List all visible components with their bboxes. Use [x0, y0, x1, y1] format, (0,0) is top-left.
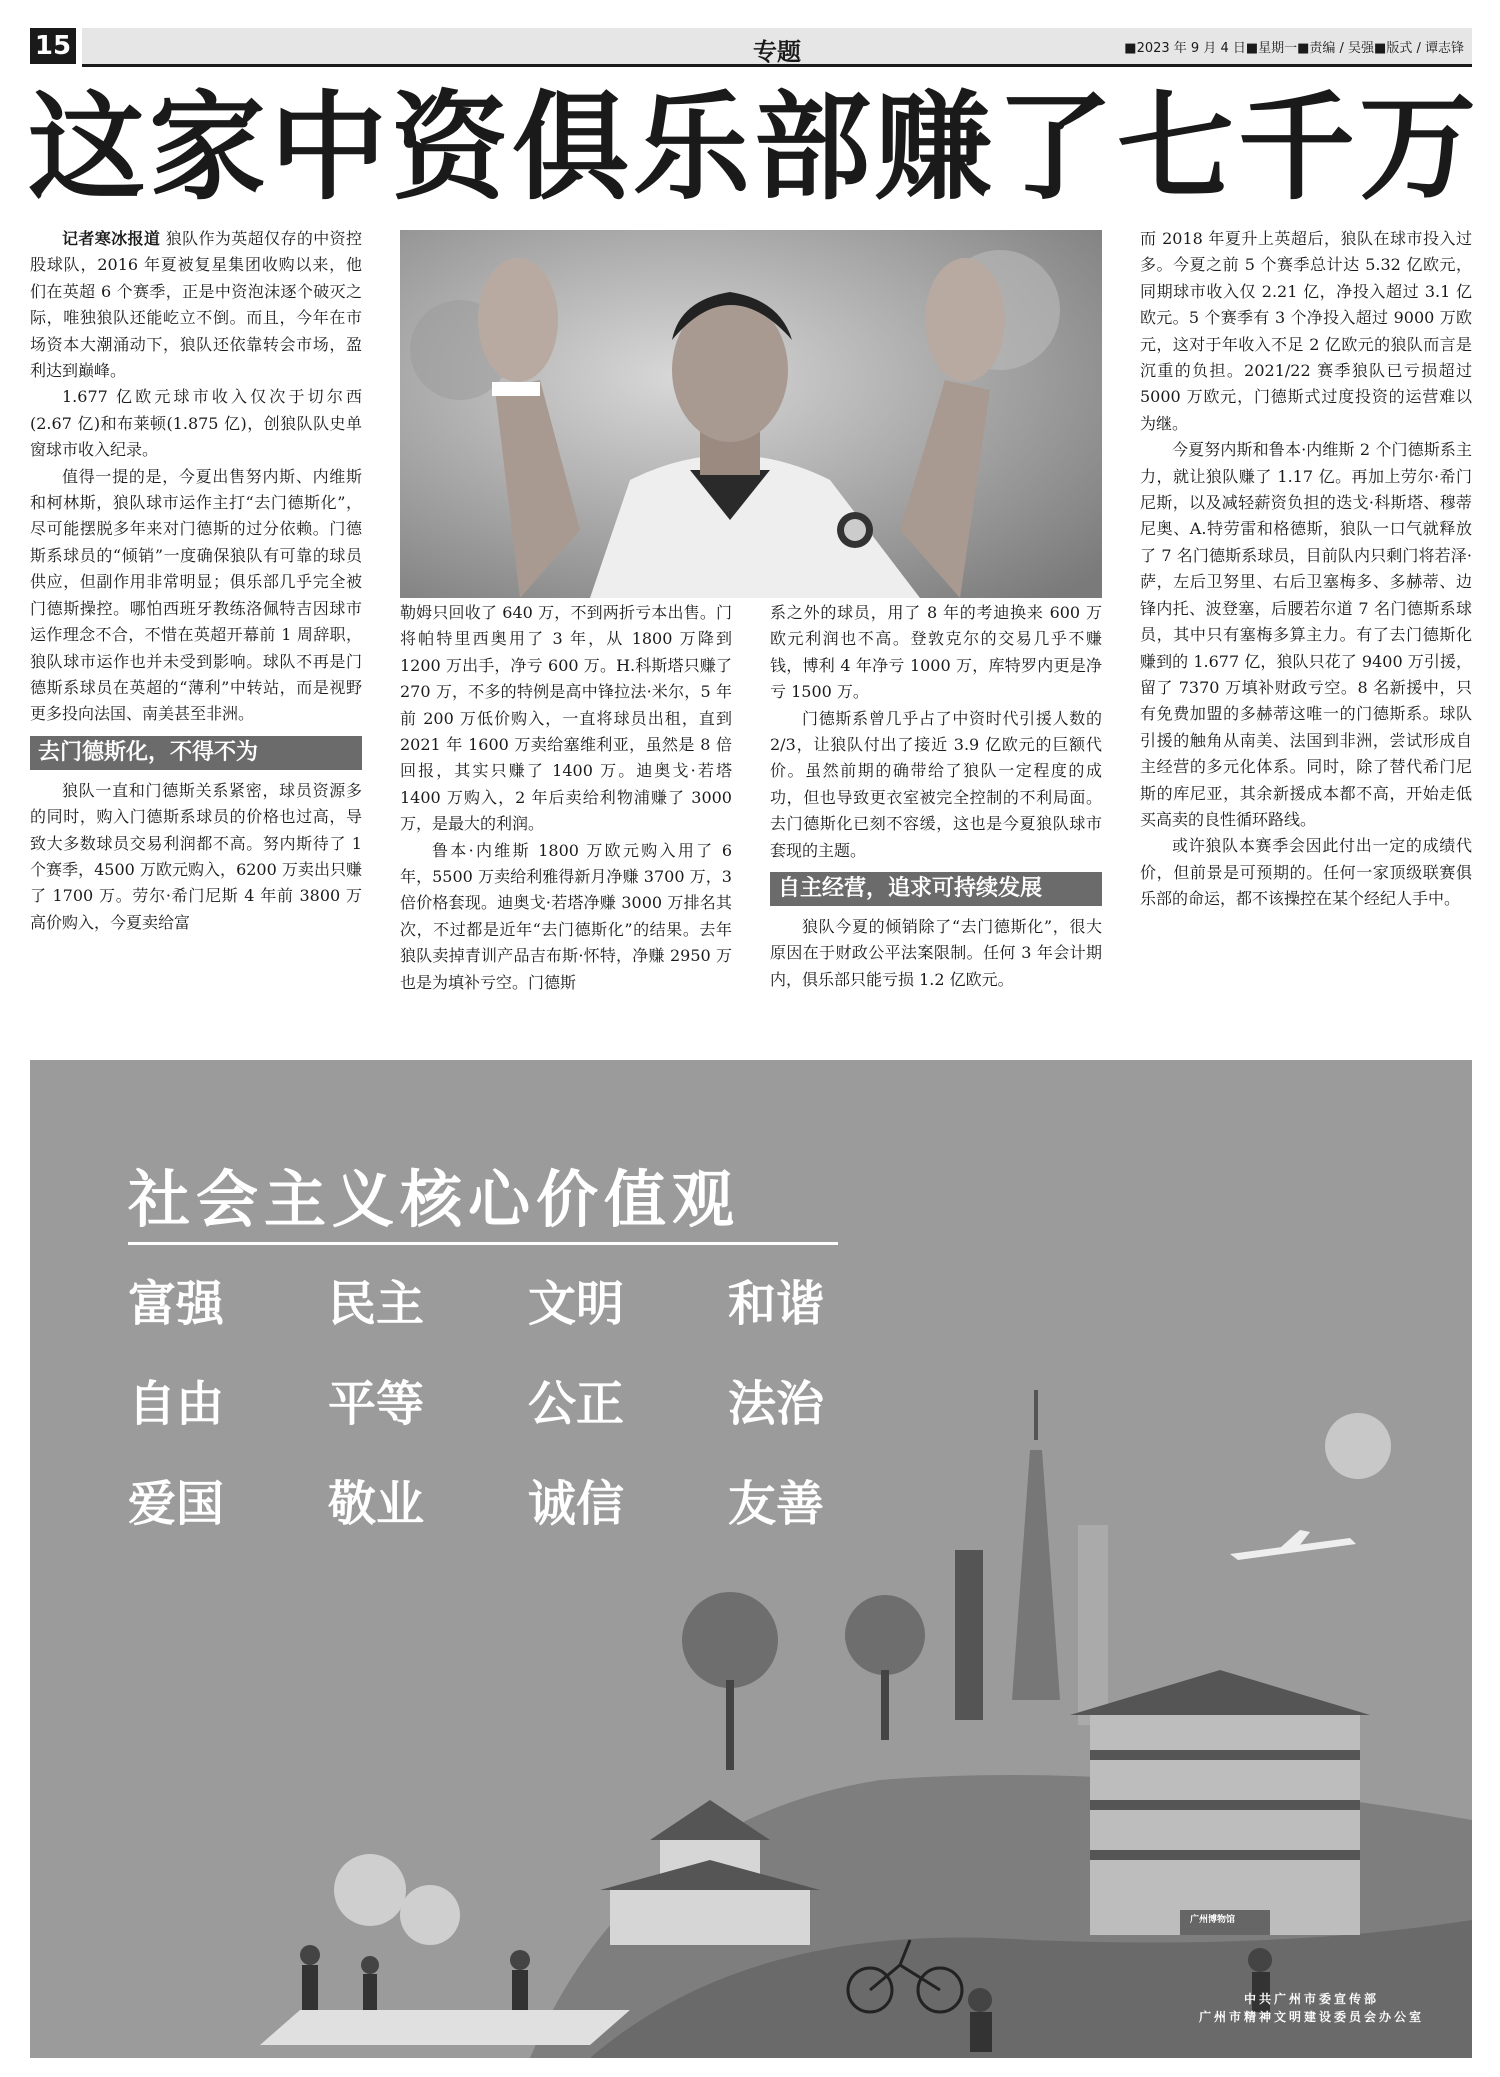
paragraph: 1.677 亿欧元球市收入仅次于切尔西(2.67 亿)和布莱顿(1.875 亿)，创狼队队史单窗球市收入纪录。	[30, 387, 362, 460]
article-column-1	[30, 226, 362, 936]
article-column-4	[1140, 226, 1472, 913]
paragraph: 系之外的球员，用了 8 年的考迪换来 600 万欧元利润也不高。登敦克尔的交易几乎不赚钱，博利 4 年净亏 1000 万，库特罗内更是净亏 1500 万。	[770, 603, 1102, 702]
paragraph: 狼队作为英超仅存的中资控股球队，2016 年夏被复星集团收购以来，他们在英超 6 个赛季，正是中资泡沫逐个破灭之际，唯独狼队还能屹立不倒。而且，今年在市场资本大潮涌动下，狼队还依靠转会市场，盈利达到巅峰。	[30, 229, 362, 381]
value-word: 民主	[328, 1276, 425, 1332]
player-illustration	[400, 230, 1102, 598]
player-photo	[400, 230, 1102, 598]
paragraph: 狼队今夏的倾销除了“去门德斯化”，很大原因在于财政公平法案限制。任何 3 年会计期内，俱乐部只能亏损 1.2 亿欧元。	[770, 917, 1102, 989]
paragraph: 而 2018 年夏升上英超后，狼队在球市投入过多。今夏之前 5 个赛季总计达 5.32 亿欧元，同期球市收入仅 2.21 亿，净投入超过 3.1 亿欧元。5 个赛季有 3 个净投入超过 9000 万欧元，这对于年收入不足 2 亿欧元的狼队而言是沉重的负担。2021/22 赛季狼队已亏损超过 5000 万欧元，门德斯式过度投资的运营难以为继。	[1140, 229, 1472, 433]
building-sign: 广州博物馆	[1190, 1915, 1236, 1925]
subheading: 去门德斯化，不得不为	[30, 736, 362, 770]
value-word: 敬业	[328, 1476, 425, 1532]
article-column-3	[770, 600, 1102, 993]
value-word: 平等	[328, 1376, 425, 1432]
credit-line: 中共广州市委宣传部	[1243, 1992, 1379, 2006]
paragraph: 门德斯系曾几乎占了中资时代引援人数的 2/3，让狼队付出了接近 3.9 亿欧元的巨额代价。虽然前期的确带给了狼队一定程度的成功，但也导致更衣室被完全控制的不利局面。去门德斯化已刻不容缓，这也是今夏狼队球市套现的主题。	[770, 708, 1102, 860]
title-divider	[128, 1242, 838, 1245]
subheading: 自主经营，追求可持续发展	[770, 872, 1102, 906]
page-header	[30, 28, 1472, 66]
value-word: 和谐	[728, 1276, 825, 1332]
paragraph: 或许狼队本赛季会因此付出一定的成绩代价，但前景是可预期的。任何一家顶级联赛俱乐部的命运，都不该操控在某个经纪人手中。	[1140, 836, 1472, 909]
page-number: 15	[30, 28, 76, 64]
paragraph: 勒姆只回收了 640 万，不到两折亏本出售。门将帕特里西奥用了 3 年，从 1800 万降到 1200 万出手，净亏 600 万。H.科斯塔只赚了 270 万，不多的特例是高中锋拉法·米尔，5 年前 200 万低价购入，一直将球员出租，直到 2021 年 1600 万卖给塞维利亚，虽然是 8 倍回报，其实只赚了 1400 万。迪奥戈·若塔 1400 万购入，2 年后卖给利物浦赚了 3000 万，是最大的利润。	[400, 603, 732, 834]
value-word: 公正	[528, 1376, 625, 1432]
public-service-poster	[30, 1060, 1472, 2058]
value-word: 诚信	[528, 1476, 625, 1532]
section-title: 专题	[753, 38, 801, 66]
headline: 这家中资俱乐部赚了七千万	[28, 78, 1481, 216]
byline: 记者寒冰报道	[62, 229, 161, 248]
value-word: 友善	[728, 1476, 825, 1532]
value-word: 爱国	[128, 1476, 225, 1532]
article-column-2	[400, 600, 732, 996]
credit-line: 广州市精神文明建设委员会办公室	[1198, 2010, 1424, 2024]
paragraph: 今夏努内斯和鲁本·内维斯 2 个门德斯系主力，就让狼队赚了 1.17 亿。再加上劳尔·希门尼斯，以及减轻薪资负担的迭戈·科斯塔、穆蒂尼奥、A.特劳雷和格德斯，狼队一口气就释放了 7 名门德斯系球员，目前队内只剩门将若泽·萨，左后卫努里、右后卫塞梅多、多赫蒂、边锋内托、波登塞，后腰若尔道 7 名门德斯系球员，其中只有塞梅多算主力。有了去门德斯化赚到的 1.677 亿，狼队只花了 9400 万引援，留了 7370 万填补财政亏空。8 名新援中，只有免费加盟的多赫蒂这唯一的门德斯系。球队引援的触角从南美、法国到非洲，尝试形成自主经营的多元化体系。同时，除了替代希门尼斯的库尼亚，其余新援成本都不高，开始走低买高卖的良性循环路线。	[1140, 440, 1472, 829]
value-word: 法治	[728, 1376, 825, 1432]
header-bar	[82, 28, 1472, 67]
poster-credits	[1199, 1990, 1424, 2026]
paragraph: 狼队一直和门德斯关系紧密，球员资源多的同时，购入门德斯系球员的价格也过高，导致大多数球员交易利润都不高。努内斯待了 1 个赛季，4500 万欧元购入，6200 万卖出只赚了 1700 万。劳尔·希门尼斯 4 年前 3800 万高价购入，今夏卖给富	[30, 780, 362, 932]
paragraph: 鲁本·内维斯 1800 万欧元购入用了 6 年，5500 万卖给利雅得新月净赚 3700 万，3 倍价格套现。迪奥戈·若塔净赚 3000 万排名其次，不过都是近年“去门德斯化”的结果。去年狼队卖掉青训产品吉布斯·怀特，净赚 2950 万也是为填补亏空。门德斯	[400, 840, 732, 992]
paragraph: 值得一提的是，今夏出售努内斯、内维斯和柯林斯，狼队球市运作主打“去门德斯化”，尽可能摆脱多年来对门德斯的过分依赖。门德斯系球员的“倾销”一度确保狼队有可靠的球员供应，但副作用非常明显；俱乐部几乎完全被门德斯操控。哪怕西班牙教练洛佩特吉因球市运作理念不合，不惜在英超开幕前 1 周辞职，狼队球市运作也并未受到影响。球队不再是门德斯系球员在英超的“薄利”中转站，而是视野更多投向法国、南美甚至非洲。	[30, 466, 362, 724]
issue-meta: ■2023 年 9 月 4 日■星期一■责编 / 吴强■版式 / 谭志锋	[1124, 41, 1464, 56]
value-word: 文明	[528, 1276, 625, 1332]
poster-title: 社会主义核心价值观	[128, 1163, 741, 1236]
value-word: 富强	[128, 1276, 225, 1332]
value-word: 自由	[128, 1376, 225, 1432]
